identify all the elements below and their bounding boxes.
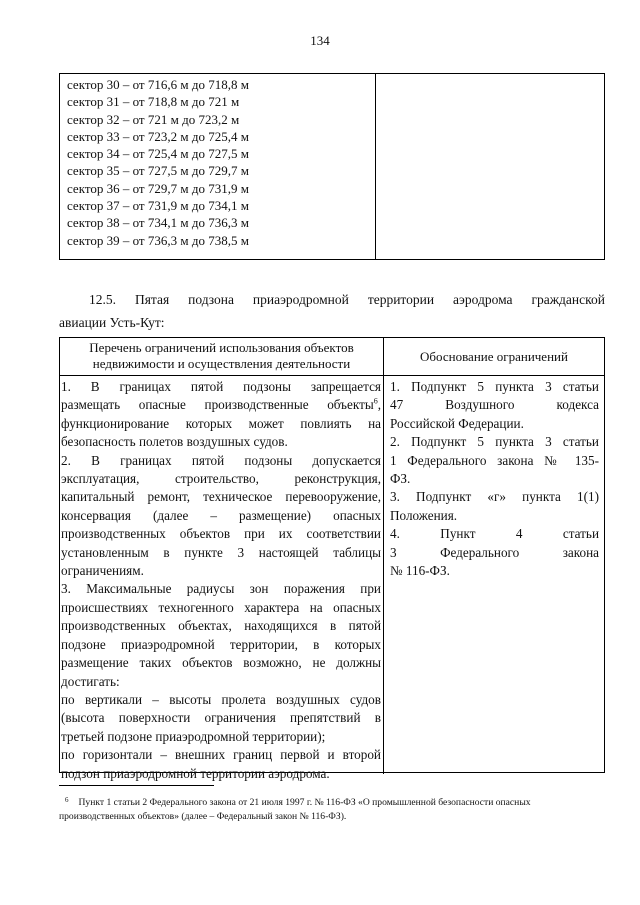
table-text-line: Российской Федерации. xyxy=(390,415,524,431)
line-text: размещать опасные производственные объекты xyxy=(61,397,374,413)
sector-line: сектор 33 – от 723,2 м до 725,4 м xyxy=(67,128,249,144)
sector-line: сектор 30 – от 716,6 м до 718,8 м xyxy=(67,77,249,92)
sector-line: сектор 31 – от 718,8 м до 721 м xyxy=(67,94,240,110)
table-text-line: функционирование которых может повлиять на xyxy=(61,415,381,431)
footnote-line2: производственных объектов» (далее – Федеральный закон № 116-ФЗ). xyxy=(59,811,347,822)
table-text-line: происшествиях техногенного характера на опасных xyxy=(61,599,381,615)
table-text-line: 47 Воздушного кодекса xyxy=(390,397,599,413)
sectors-empty-cell xyxy=(376,74,604,259)
table-text-line: 2. В границах пятой подзоны допускается xyxy=(61,452,381,468)
table-text-line: эксплуатация, строительство, реконструкция, xyxy=(61,471,381,487)
sector-line: сектор 39 – от 736,3 м до 738,5 м xyxy=(67,232,249,248)
sector-line: сектор 37 – от 731,9 м до 734,1 м xyxy=(67,198,249,214)
table-text-line: ограничениям. xyxy=(61,563,144,579)
table-text-line: безопасность полетов воздушных судов. xyxy=(61,434,288,450)
table-text-line: третьей подзоне приаэродромной территории); xyxy=(61,728,326,744)
section-heading xyxy=(59,288,605,334)
section-heading-line1: 12.5. Пятая подзона приаэродромной территории аэродрома гражданской xyxy=(89,292,605,307)
footnote-separator xyxy=(59,785,214,786)
header-restrictions-line2: недвижимости и осуществления деятельности xyxy=(92,356,351,371)
table-header-row xyxy=(60,338,604,376)
table-text-line: капитальный ремонт, техническое перевооружение, xyxy=(61,489,381,505)
header-restrictions-line1: Перечень ограничений использования объектов xyxy=(89,340,354,355)
table-text-line: 3. Максимальные радиусы зон поражения при xyxy=(61,581,381,597)
table-text-line: 3. Подпункт «г» пункта 1(1) xyxy=(390,489,599,505)
table-text-line: консервация (далее – размещение) опасных xyxy=(61,507,381,523)
table-text-line xyxy=(61,396,381,414)
restrictions-table xyxy=(59,337,605,781)
table-text-line: Положения. xyxy=(390,507,458,523)
table-text-line: производственных объектов при их соответствии xyxy=(61,526,381,542)
justification-cell xyxy=(384,376,604,774)
table-text-line: установленным в пункте 3 настоящей таблицы xyxy=(61,544,381,560)
table-body-row xyxy=(60,376,604,781)
table-text-line: подзоне приаэродромной территории, в которых xyxy=(61,636,381,652)
table-text-line: (высота поверхности ограничения препятствий в xyxy=(61,710,381,726)
table-text-line: 1. В границах пятой подзоны запрещается xyxy=(61,379,381,394)
table-text-line: достигать: xyxy=(61,673,120,689)
sector-line: сектор 34 – от 725,4 м до 727,5 м xyxy=(67,146,249,162)
table-text-line: 1. Подпункт 5 пункта 3 статьи xyxy=(390,379,599,394)
section-heading-line2: авиации Усть-Кут: xyxy=(59,315,165,330)
header-restrictions xyxy=(60,338,384,375)
table-text-line: по вертикали – высоты пролета воздушных судов xyxy=(61,691,381,707)
table-text-line: 4. Пункт 4 статьи xyxy=(390,526,599,542)
table-text-line: 2. Подпункт 5 пункта 3 статьи xyxy=(390,434,599,450)
sectors-list xyxy=(60,74,376,259)
restrictions-cell xyxy=(60,376,384,781)
sector-line: сектор 32 – от 721 м до 723,2 м xyxy=(67,111,240,127)
sector-line: сектор 36 – от 729,7 м до 731,9 м xyxy=(67,180,249,196)
header-justification: Обоснование ограничений xyxy=(420,349,568,364)
footnote-reference: 6 xyxy=(373,397,378,407)
sectors-table xyxy=(59,73,605,260)
sector-line: сектор 38 – от 734,1 м до 736,3 м xyxy=(67,215,249,231)
line-text-after: , xyxy=(377,397,381,413)
table-text-line: подзон приаэродромной территории аэродрома. xyxy=(61,765,330,781)
table-text-line: 3 Федерального закона xyxy=(390,544,599,560)
table-text-line: ФЗ. xyxy=(390,471,411,487)
table-text-line: производственных объектах, находящихся в пятой xyxy=(61,618,381,634)
table-text-line: № 116-ФЗ. xyxy=(390,563,450,579)
page-number: 134 xyxy=(310,33,330,48)
table-text-line: размещение таких объектов возможно, не должны xyxy=(61,655,381,671)
table-text-line: по горизонтали – внешних границ первой и второй xyxy=(61,747,381,763)
sector-line: сектор 35 – от 727,5 м до 729,7 м xyxy=(67,163,249,179)
table-text-line: 1 Федерального закона № 135- xyxy=(390,452,599,468)
footnote-mark: 6 xyxy=(65,796,69,804)
footnote-line1: Пункт 1 статьи 2 Федерального закона от 21 июля 1997 г. № 116-ФЗ «О промышленной безопасности опасных xyxy=(78,797,531,808)
footnote xyxy=(59,796,605,823)
